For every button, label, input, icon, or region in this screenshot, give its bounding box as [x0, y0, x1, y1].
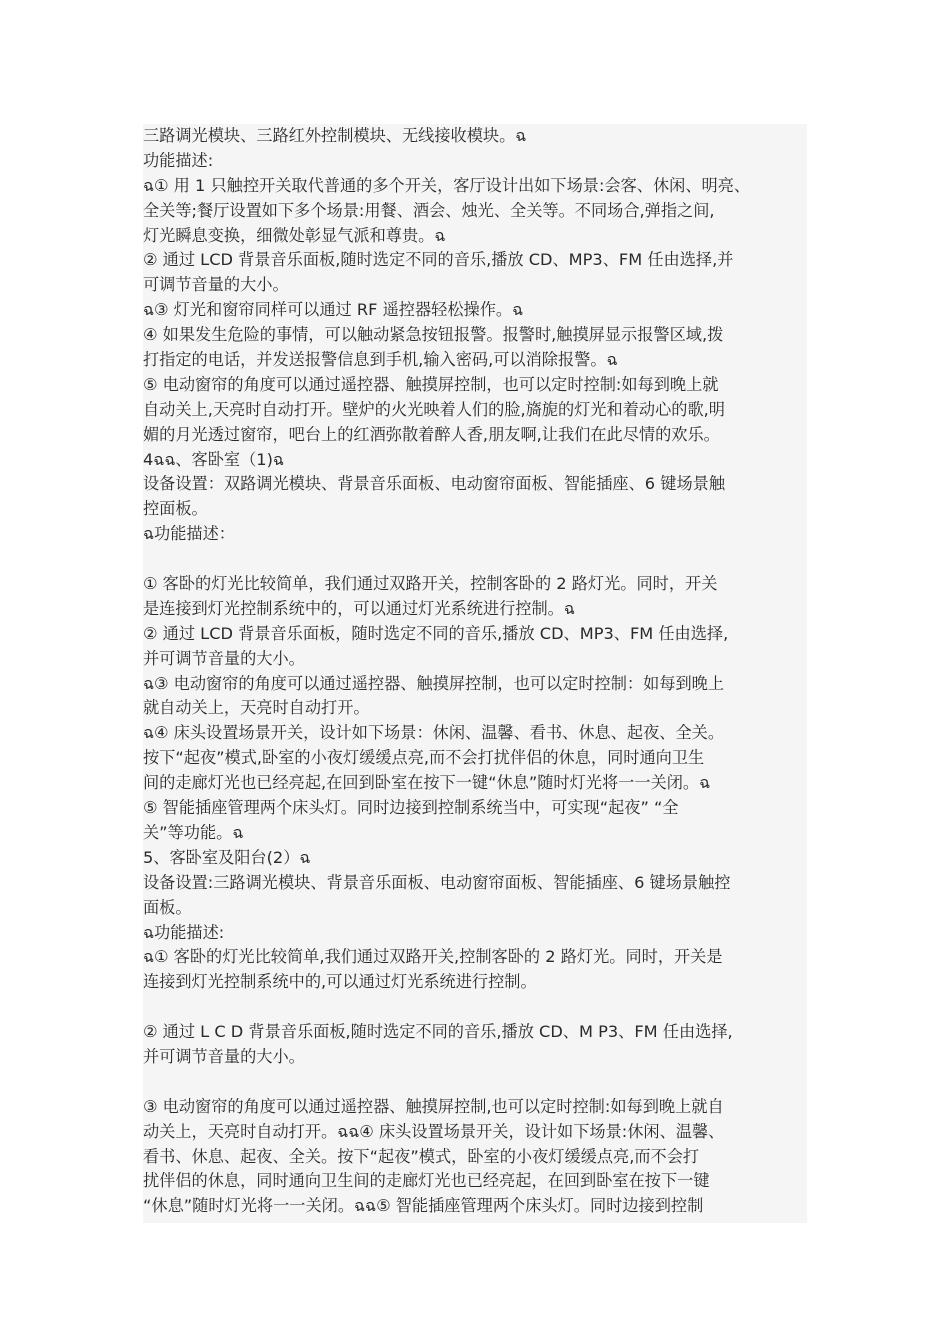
text-line: 全关等;餐厅设置如下多个场景:用餐、酒会、烛光、全关等。不同场合,弹指之间, — [143, 200, 715, 220]
text-line: ฉ③ 灯光和窗帘同样可以通过 RF 遥控器轻松操作。ฉ — [143, 300, 524, 320]
text-line: 就自动关上，天亮时自动打开。 — [143, 698, 370, 718]
text-line: ⑤ 电动窗帘的角度可以通过遥控器、触摸屏控制，也可以定时控制:如每到晚上就 — [143, 374, 719, 394]
text-line: ⑤ 智能插座管理两个床头灯。同时边接到控制系统当中，可实现“起夜” “全 — [143, 798, 679, 818]
text-line: ③ 电动窗帘的角度可以通过遥控器、触摸屏控制,也可以定时控制:如每到晚上就自 — [143, 1096, 724, 1116]
text-line: 是连接到灯光控制系统中的，可以通过灯光系统进行控制。ฉ — [143, 598, 575, 618]
text-line: 面板。 — [143, 897, 192, 917]
text-line: 三路调光模块、三路红外控制模块、无线接收模块。ฉ — [143, 126, 527, 145]
text-line: 5、客卧室及阳台(2）ฉ — [143, 847, 311, 867]
text-line: 动关上，天亮时自动打开。ฉฉ④ 床头设置场景开关，设计如下场景:休闲、温馨、 — [143, 1121, 725, 1141]
text-line: 4ฉฉ、客卧室（1)ฉ — [143, 449, 284, 469]
text-line: ฉ④ 床头设置场景开关，设计如下场景：休闲、温馨、看书、休息、起夜、全关。 — [143, 723, 725, 743]
text-line: 控面板。 — [143, 499, 208, 519]
text-line: ④ 如果发生危险的事情，可以触动紧急按钮报警。报警时,触摸屏显示报警区域,拨 — [143, 325, 724, 345]
text-line — [143, 547, 807, 572]
text-line — [143, 1070, 807, 1095]
text-line: ② 通过 LCD 背景音乐面板,随时选定不同的音乐,播放 CD、MP3、FM 任由选择,并 — [143, 250, 734, 270]
text-line: “休息”随时灯光将一一关闭。ฉฉ⑤ 智能插座管理两个床头灯。同时边接到控制 — [143, 1196, 704, 1216]
text-line: 打指定的电话，并发送报警信息到手机,输入密码,可以消除报警。ฉ — [143, 350, 618, 370]
text-line: 扰伴侣的休息，同时通向卫生间的走廊灯光也已经亮起，在回到卧室在按下一键 — [143, 1171, 710, 1191]
text-line: ① 客卧的灯光比较简单，我们通过双路开关，控制客卧的 2 路灯光。同时，开关 — [143, 574, 718, 594]
text-line: 灯光瞬息变换，细微处彰显气派和尊贵。ฉ — [143, 225, 446, 245]
text-line: ② 通过 LCD 背景音乐面板，随时选定不同的音乐,播放 CD、MP3、FM 任由选择, — [143, 623, 729, 643]
text-line: 看书、休息、起夜、全关。按下“起夜”模式，卧室的小夜灯缓缓点亮,而不会打 — [143, 1146, 700, 1166]
text-line: ฉ③ 电动窗帘的角度可以通过遥控器、触摸屏控制，也可以定时控制：如每到晚上 — [143, 673, 725, 693]
text-line: ② 通过 L C D 背景音乐面板,随时选定不同的音乐,播放 CD、M P3、FM 任由选择, — [143, 1022, 733, 1042]
text-line — [143, 995, 807, 1020]
document-text-block — [143, 124, 807, 1223]
text-line: ฉ功能描述: — [143, 922, 225, 942]
text-line: ฉ① 用 1 只触控开关取代普通的多个开关，客厅设计出如下场景:会客、休闲、明亮、 — [143, 175, 751, 195]
text-line: 间的走廊灯光也已经亮起,在回到卧室在按下一键“休息”随时灯光将一一关闭。ฉ — [143, 773, 711, 793]
text-line: 设备设置：双路调光模块、背景音乐面板、电动窗帘面板、智能插座、6 键场景触 — [143, 474, 726, 494]
text-line: ฉ① 客卧的灯光比较简单,我们通过双路开关,控制客卧的 2 路灯光。同时，开关是 — [143, 947, 723, 967]
text-line: 并可调节音量的大小。 — [143, 648, 305, 668]
text-line: ฉ功能描述： — [143, 524, 235, 544]
text-line: 可调节音量的大小。 — [143, 275, 289, 295]
text-line: 关”等功能。ฉ — [143, 822, 244, 842]
text-line: 自动关上,天亮时自动打开。壁炉的火光映着人们的脸,旖旎的灯光和着动心的歌,明 — [143, 399, 725, 419]
text-line: 连接到灯光控制系统中的,可以通过灯光系统进行控制。 — [143, 972, 537, 992]
text-line: 并可调节音量的大小。 — [143, 1046, 305, 1066]
text-line: 功能描述: — [143, 150, 214, 170]
text-line: 媚的月光透过窗帘，吧台上的红酒弥散着醉人香,朋友啊,让我们在此尽情的欢乐。 — [143, 424, 720, 444]
text-line: 按下“起夜”模式,卧室的小夜灯缓缓点亮,而不会打扰伴侣的休息，同时通向卫生 — [143, 748, 705, 768]
text-line: 设备设置:三路调光模块、背景音乐面板、电动窗帘面板、智能插座、6 键场景触控 — [143, 872, 731, 892]
